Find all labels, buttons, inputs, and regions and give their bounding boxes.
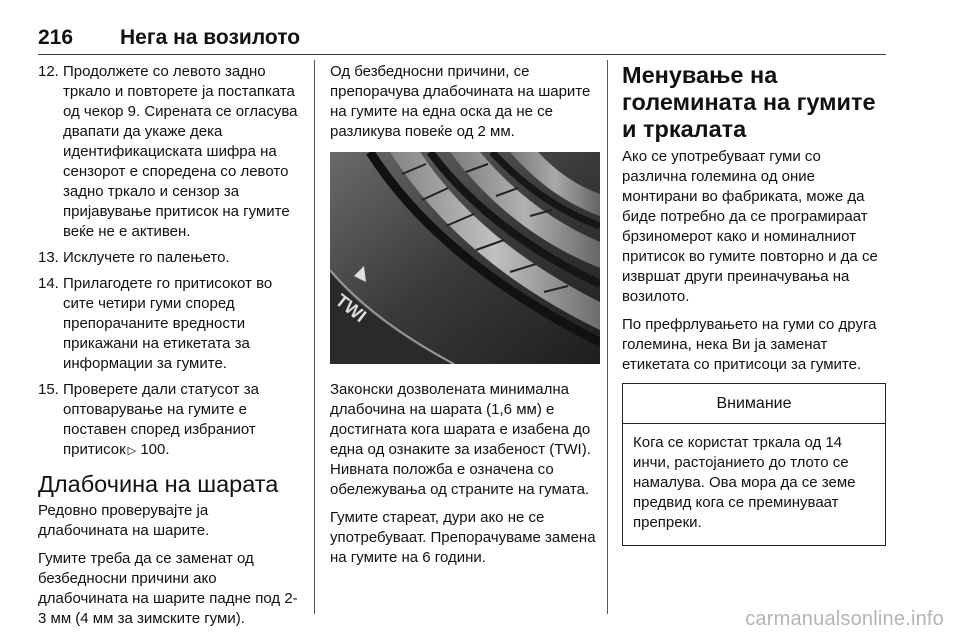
- notice-body: Кога се користат тркала од 14 инчи, растојанието до тлото се намалува. Ова мора да се земе предвид кога се преминуваат препреки.: [633, 434, 856, 531]
- step-number: 12.: [38, 63, 59, 80]
- tire-tread-photo: [330, 152, 600, 364]
- twi-marking-label: TWI: [331, 290, 371, 327]
- header-rule: [38, 54, 886, 55]
- step-text: Исклучете го палењето.: [63, 249, 230, 266]
- paragraph: Законски дозволената минимална длабочина на шарата (1,6 мм) е достигната кога шарата е изабена до една од ознаките за изабеност (TWI). Нивната положба е означена со обележувања од страните на гумата.: [330, 381, 591, 498]
- paragraph: По префрлувањето на гуми со друга големина, нека Ви ја заменат етикетата со притисоци за гумите.: [622, 316, 877, 373]
- section-title-tire-size-change: Менување на големината на гумите и тркалата: [622, 62, 876, 142]
- column-1: [38, 62, 300, 637]
- column-3: [622, 62, 886, 546]
- paragraph: Гумите треба да се заменат од безбедносни причини ако длабочината на шарите падне под 2-3 мм (4 мм за зимските гуми).: [38, 550, 298, 627]
- step-15: [38, 380, 300, 461]
- caution-notice: [622, 383, 886, 546]
- step-number: 14.: [38, 275, 59, 292]
- running-title: Нега на возилото: [120, 26, 301, 49]
- notice-title: Внимание: [623, 384, 885, 424]
- page-number: 216: [38, 26, 74, 49]
- step-text-body: Проверете дали статусот за оптоварување на гумите е поставен според избраниот притисок: [63, 381, 259, 458]
- paragraph: Гумите стареат, дури ако не се употребуваат. Препорачуваме замена на гумите на 6 години.: [330, 509, 596, 566]
- section-title-tread-depth: Длабочина на шарата: [38, 471, 279, 497]
- paragraph: Од безбедносни причини, се препорачува длабочината на шарите на гумите на една оска да не се разликува повеќе од 2 мм.: [330, 63, 591, 140]
- column-2: [330, 62, 600, 576]
- step-12: [38, 62, 300, 242]
- step-14: [38, 274, 300, 374]
- step-number: 13.: [38, 249, 59, 266]
- page-reference-link[interactable]: 100.: [140, 441, 170, 458]
- step-text: [63, 380, 300, 461]
- watermark: carmanualsonline.info: [745, 608, 944, 630]
- paragraph: Редовно проверувајте ја длабочината на шарите.: [38, 502, 210, 539]
- tire-tread-illustration: [330, 152, 600, 364]
- reference-arrow-icon: ▷: [127, 445, 137, 457]
- step-text: Прилагодете го притисокот во сите четири гуми според препорачаните вредности прикажани на етикетата за информации за гумите.: [63, 275, 273, 372]
- paragraph: Ако се употребуваат гуми со различна големина од оние монтирани во фабриката, може да биде потребно да се програмираат брзиномерот како и номиналниот притисок во гумите повторно и да се извршат други преиначувања на возилото.: [622, 148, 878, 305]
- step-text: Продолжете со левото задно тркало и повторете ја постапката од чекор 9. Сирената се огласува двапати да укаже дека идентификациската шифра на сензорот е споредена со левото задно тркало и сензор за пријавување притисок на гумите веќе не е активен.: [63, 63, 298, 240]
- step-13: [38, 248, 300, 268]
- column-divider-1: [314, 60, 315, 614]
- column-divider-2: [607, 60, 608, 614]
- step-number: 15.: [38, 381, 59, 398]
- page-header: [38, 26, 886, 54]
